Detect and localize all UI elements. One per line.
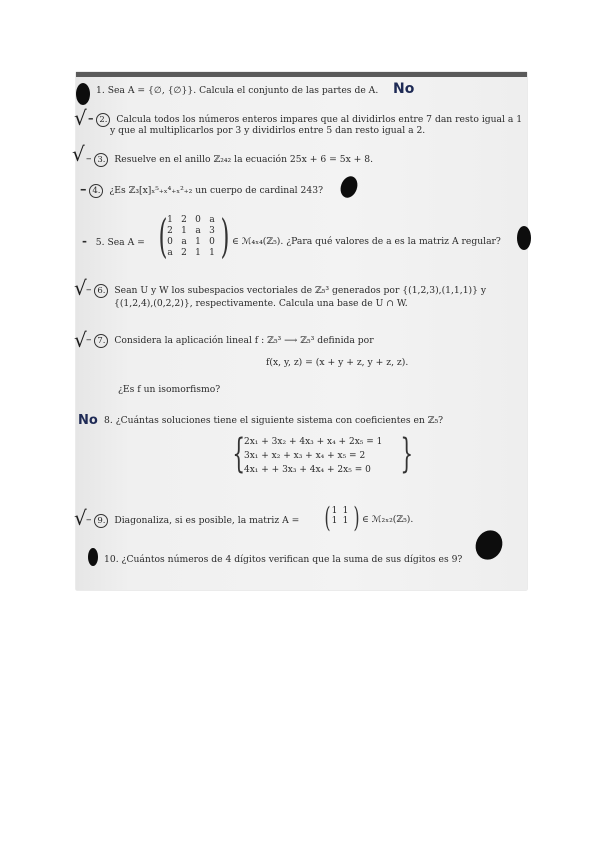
problem-2: – 2. Calcula todos los números enteros impares que al dividirlos entre 7 dan resto igual a 1 [88,112,523,125]
problem-7-formula: f(x, y, z) = (x + y + z, y + z, z). [266,357,409,368]
system-right-brace: } [400,431,414,477]
problem-6-line-2: {(1,2,4),(0,2,2)}, respectivamente. Calcula una base de U ∩ W. [114,298,408,309]
ink-mark-5 [517,226,531,250]
problem-5-matrix: 1 2 0 a 2 1 a 3 0 a 1 0 a 2 1 1 [167,215,215,258]
matrix-9-left-paren: ( [324,501,331,534]
problem-6: – 6. Sean U y W los subespacios vectoriales de ℤ₅³ generados por {(1,2,3),(1,1,1)} y [86,283,487,296]
system-left-brace: { [232,431,246,477]
problem-9-text-a: Diagonaliza, si es posible, la matriz A = [114,515,300,526]
matrix-5-left-paren: ( [158,209,168,263]
problem-9-text-b: ∈ ℳ₂ₓ₂(ℤ₅). [362,514,414,525]
problem-4: – 4. ¿Es ℤ₃[x]ₓ⁵₊ₓ⁴₊ₓ²₊₂ un cuerpo de cardinal 243? [80,182,324,197]
problem-4-number: 4. [89,184,103,198]
problem-7-text: Considera la aplicación lineal f : ℤ₅³ ⟶ ℤ₅³ definida por [114,335,374,346]
problem-7: – 7. Considera la aplicación lineal f : ℤ₅³ ⟶ ℤ₅³ definida por [86,333,374,346]
problem-9-number: 9. [94,514,108,528]
problem-2-number: 2. [96,113,110,127]
annotation-no-8: No [78,413,98,428]
problem-10-number: 10. [104,554,119,565]
problem-3-text: Resuelve en el anillo ℤ₂₄₂ la ecuación 25x + 6 = 5x + 8. [114,154,374,165]
problem-10 [104,554,462,565]
problem-4-text: ¿Es ℤ₃[x]ₓ⁵₊ₓ⁴₊ₓ²₊₂ un cuerpo de cardinal 243? [109,185,324,196]
problem-7-question: ¿Es f un isomorfismo? [118,384,221,395]
ink-mark-10-left [88,548,98,566]
check-mark-7: √ [74,328,87,352]
ink-mark-4 [338,174,361,200]
problem-2-text: Calcula todos los números enteros impares que al dividirlos entre 7 dan resto igual a 1 [116,114,523,125]
problem-5-number: 5. [95,237,105,248]
photo-top-edge [76,72,527,77]
problem-8-number: 8. [104,415,113,426]
problem-5-text-a: Sea A = [107,237,145,248]
check-mark-2: √ [74,106,87,130]
problem-3-number: 3. [94,153,108,167]
problem-7-number: 7. [94,334,108,348]
problem-8 [104,415,443,426]
problem-6-text: Sean U y W los subespacios vectoriales de ℤ₅³ generados por {(1,2,3),(1,1,1)} y [114,285,487,296]
problem-8-text: ¿Cuántas soluciones tiene el siguiente sistema con coeficientes en ℤ₅? [115,415,444,426]
problem-1-text: Sea A = {∅, {∅}}. Calcula el conjunto de las partes de A. [107,85,379,96]
problem-5: - 5. Sea A = [82,234,145,248]
problem-9: – 9. Diagonaliza, si es posible, la matriz A = [86,513,300,526]
system-row-3: 4x₁ + + 3x₃ + 4x₄ + 2x₅ = 0 [244,465,371,475]
problem-9-matrix: 1 1 1 1 [331,506,349,526]
photographed-exam-sheet [72,72,527,590]
problem-10-text: ¿Cuántos números de 4 dígitos verifican que la suma de sus dígitos es 9? [121,554,463,565]
system-row-1: 2x₁ + 3x₂ + 4x₃ + x₄ + 2x₅ = 1 [244,437,383,447]
matrix-9-right-paren: ) [353,501,360,534]
ink-mark-1 [76,83,90,105]
problem-5-text-b: ∈ ℳ₄ₓ₄(ℤ₅). ¿Para qué valores de a es la matriz A regular? [232,236,501,247]
problem-3: – 3. Resuelve en el anillo ℤ₂₄₂ la ecuación 25x + 6 = 5x + 8. [86,152,374,165]
check-mark-6: √ [74,276,87,300]
problem-6-number: 6. [94,284,108,298]
check-mark-9: √ [74,506,87,530]
system-row-2: 3x₁ + x₂ + x₃ + x₄ + x₅ = 2 [244,451,366,461]
matrix-5-right-paren: ) [220,209,230,263]
annotation-no-1: No [393,81,415,97]
problem-1 [96,85,378,96]
check-mark-3: √ [72,142,85,166]
problem-1-number: 1. [96,85,105,96]
ink-mark-10-right [471,526,507,564]
problem-2-line-2: y que al multiplicarlos por 3 y dividirlos entre 5 dan resto igual a 2. [110,125,426,136]
